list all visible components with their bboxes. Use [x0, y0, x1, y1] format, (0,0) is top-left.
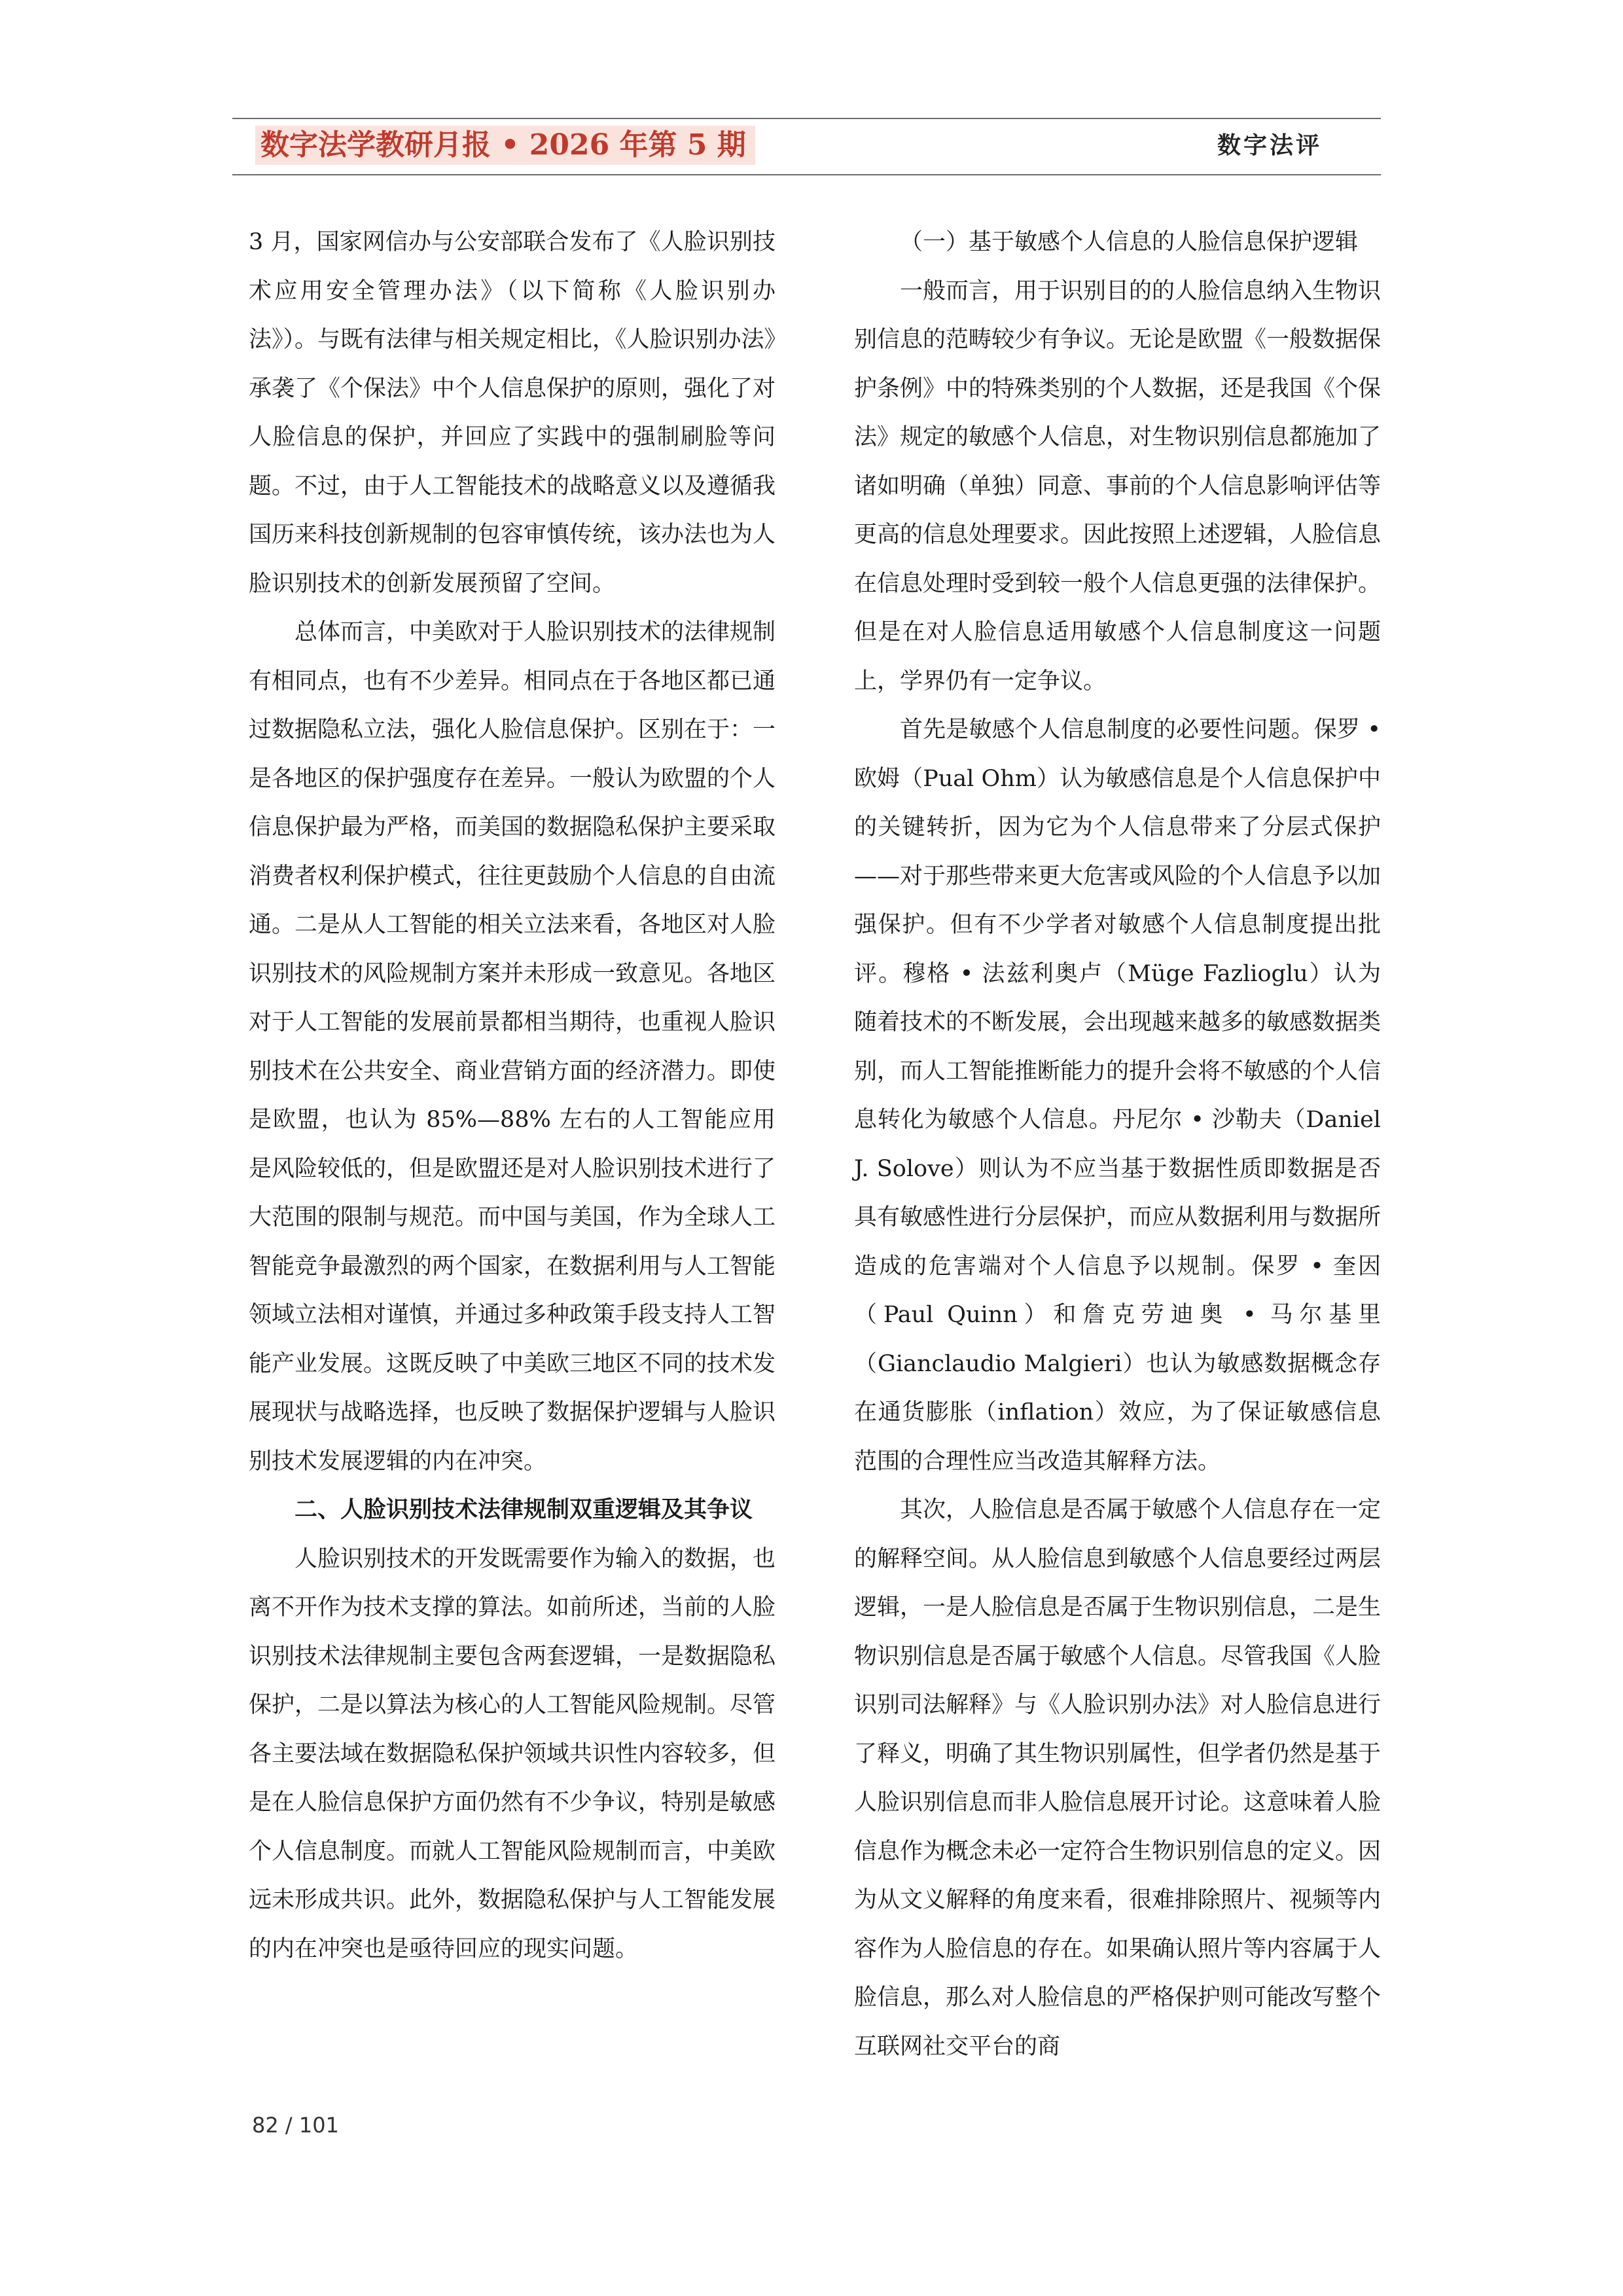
section-heading: 二、人脸识别技术法律规制双重逻辑及其争议 [294, 1496, 753, 1523]
header-top-rule [232, 118, 1381, 119]
section-label: 数字法评 [1217, 132, 1323, 159]
header-bottom-rule [232, 174, 1381, 175]
paragraph: 人脸识别技术的开发既需要作为输入的数据，也离不开作为技术支撑的算法。如前所述，当前的人脸识别技术法律规制主要包含两套逻辑，一是数据隐私保护，二是以算法为核心的人工智能风险规制。尽管各主要法域在数据隐私保护领域共识性内容较多，但是在人脸信息保护方面仍然有不少争议，特别是敏感个人信息制度。而就人工智能风险规制而言，中美欧远未形成共识。此外，数据隐私保护与人工智能发展的内在冲突也是亟待回应的现实问题。 [249, 1545, 776, 1962]
paragraph: 总体而言，中美欧对于人脸识别技术的法律规制有相同点，也有不少差异。相同点在于各地区都已通过数据隐私立法，强化人脸信息保护。区别在于：一是各地区的保护强度存在差异。一般认为欧盟的个人信息保护最为严格，而美国的数据隐私保护主要采取消费者权利保护模式，往往更鼓励个人信息的自由流通。二是从人工智能的相关立法来看，各地区对人脸识别技术的风险规制方案并未形成一致意见。各地区对于人工智能的发展前景都相当期待，也重视人脸识别技术在公共安全、商业营销方面的经济潜力。即使是欧盟，也认为 85%—88% 左右的人工智能应用是风险较低的，但是欧盟还是对人脸识别技术进行了大范围的限制与规范。而中国与美国，作为全球人工智能竞争最激烈的两个国家，在数据利用与人工智能领域立法相对谨慎，并通过多种政策手段支持人工智能产业发展。这既反映了中美欧三地区不同的技术发展现状与战略选择，也反映了数据保护逻辑与人脸识别技术发展逻辑的内在冲突。 [249, 619, 776, 1475]
page-number: 82 / 101 [252, 2113, 339, 2138]
paragraph: 首先是敏感个人信息制度的必要性问题。保罗 • 欧姆（Pual Ohm）认为敏感信息是个人信息保护中的关键转折，因为它为个人信息带来了分层式保护——对于那些带来更大危害或风险的个人信息予以加强保护。但有不少学者对敏感个人信息制度提出批评。穆格 • 法兹利奥卢（Müge Fazlioglu）认为随着技术的不断发展，会出现越来越多的敏感数据类别，而人工智能推断能力的提升会将不敏感的个人信息转化为敏感个人信息。丹尼尔 • 沙勒夫（Daniel J. Solove）则认为不应当基于数据性质即数据是否具有敏感性进行分层保护，而应从数据利用与数据所造成的危害端对个人信息予以规制。保罗 • 奎因（Paul Quinn）和詹克劳迪奥 • 马尔基里（Gianclaudio Malgieri）也认为敏感数据概念存在通货膨胀（inflation）效应，为了保证敏感信息范围的合理性应当改造其解释方法。 [854, 717, 1382, 1475]
subsection-heading: （一）基于敏感个人信息的人脸信息保护逻辑 [900, 229, 1359, 255]
right-column [854, 218, 1381, 2071]
paragraph: 其次，人脸信息是否属于敏感个人信息存在一定的解释空间。从人脸信息到敏感个人信息要经过两层逻辑，一是人脸信息是否属于生物识别信息，二是生物识别信息是否属于敏感个人信息。尽管我国《人脸识别司法解释》与《人脸识别办法》对人脸信息进行了释义，明确了其生物识别属性，但学者仍然是基于人脸识别信息而非人脸信息展开讨论。这意味着人脸信息作为概念未必一定符合生物识别信息的定义。因为从文义解释的角度来看，很难排除照片、视频等内容作为人脸信息的存在。如果确认照片等内容属于人脸信息，那么对人脸信息的严格保护则可能改写整个互联网社交平台的商 [854, 1497, 1382, 2060]
paragraph: 一般而言，用于识别目的的人脸信息纳入生物识别信息的范畴较少有争议。无论是欧盟《一般数据保护条例》中的特殊类别的个人数据，还是我国《个保法》规定的敏感个人信息，对生物识别信息都施加了诸如明确（单独）同意、事前的个人信息影响评估等更高的信息处理要求。因此按照上述逻辑，人脸信息在信息处理时受到较一般个人信息更强的法律保护。但是在对人脸信息适用敏感个人信息制度这一问题上，学界仍有一定争议。 [854, 278, 1382, 694]
journal-title: 数字法学教研月报 • 2026 年第 5 期 [255, 126, 755, 165]
left-column [249, 218, 776, 1973]
paragraph: 3 月，国家网信办与公安部联合发布了《人脸识别技术应用安全管理办法》（以下简称《人脸识别办法》）。与既有法律与相关规定相比，《人脸识别办法》承袭了《个保法》中个人信息保护的原则，强化了对人脸信息的保护，并回应了实践中的强制刷脸等问题。不过，由于人工智能技术的战略意义以及遵循我国历来科技创新规制的包容审慎传统，该办法也为人脸识别技术的创新发展预留了空间。 [249, 229, 776, 597]
